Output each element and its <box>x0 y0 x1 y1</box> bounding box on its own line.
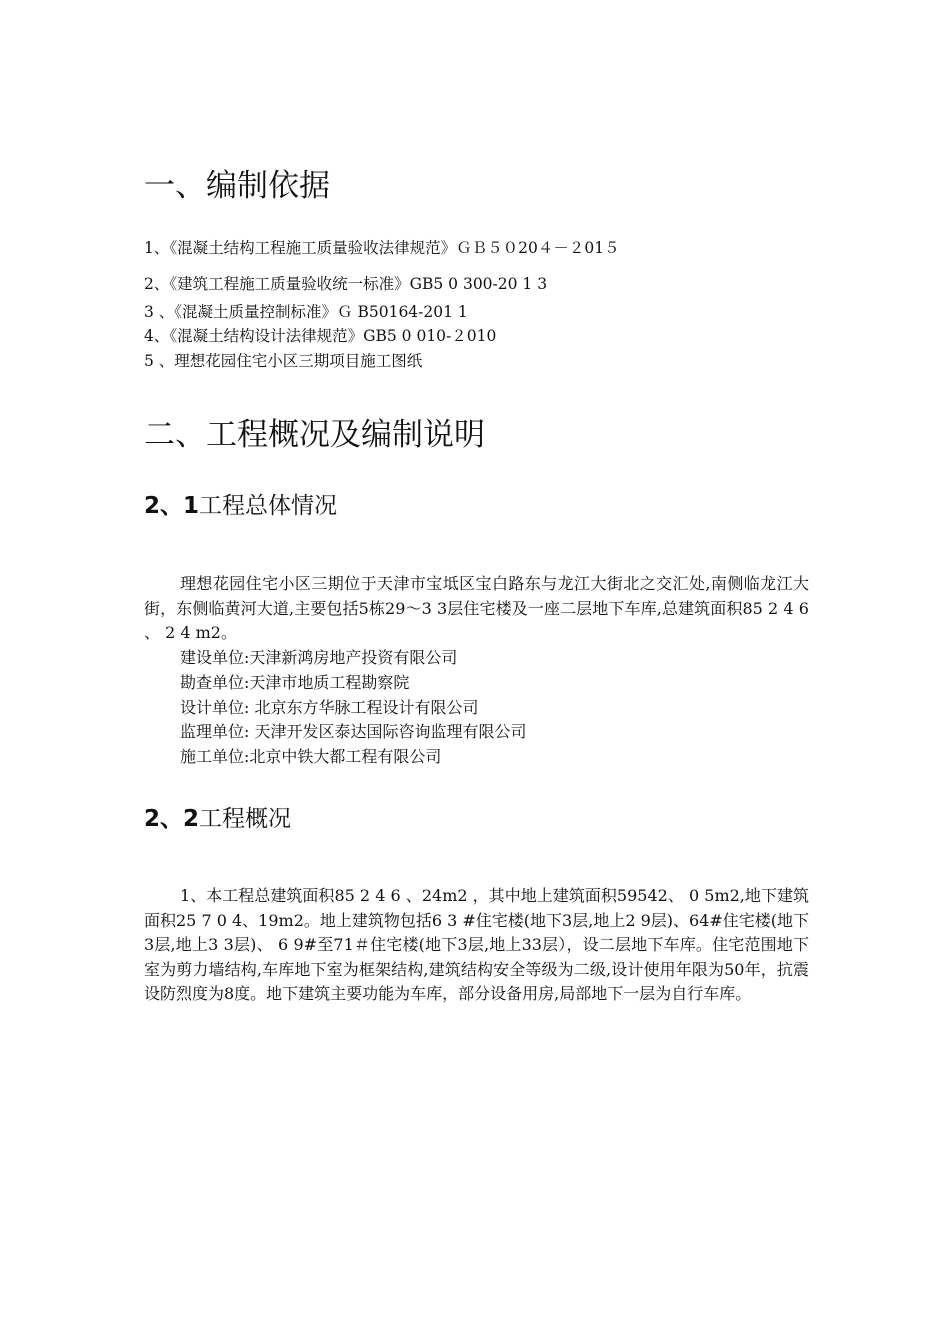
subsection-2-1-number: 2、1 <box>144 493 200 519</box>
section-1-heading: 一、编制依据 <box>144 168 330 204</box>
subsection-2-2-heading <box>144 800 291 833</box>
section-2-heading: 二、工程概况及编制说明 <box>144 417 485 453</box>
survey-unit-line: 勘查单位:天津市地质工程勘察院 <box>180 673 410 692</box>
construction-unit-line: 建设单位:天津新鸿房地产投资有限公司 <box>180 648 458 667</box>
project-details-paragraph: 1、本工程总建筑面积85 2 4 6 、24m2 ，其中地上建筑面积59542、 0 5m2,地下建筑面积25 7 0 4、19m2。地上建筑物包括6 3 #住宅楼(地下3层,地上2 9层)、64#住宅楼(地下3层,地上3 3层)、 6 9#至71＃住宅楼(地下3层,地上33层），设二层地下车库。住宅范围地下室为剪力墙结构,车库地下室为框架结构,建筑结构安全等级为二级,设计使用年限为50年，抗震设防烈度为8度。地下建筑主要功能为车库，部分设备用房,局部地下一层为自行车库。 <box>144 886 810 1003</box>
reference-item-5: 5 、理想花园住宅小区三期项目施工图纸 <box>144 352 423 370</box>
supervision-unit-line: 监理单位: 天津开发区泰达国际咨询监理有限公司 <box>180 722 527 741</box>
reference-item-4: 4、《混凝土结构设计法律规范》GB5 0 010-２010 <box>144 327 497 345</box>
subsection-2-2-number: 2、2 <box>144 806 200 832</box>
reference-item-3: 3 、《混凝土质量控制标准》Ｇ B50164-201 1 <box>144 303 468 321</box>
subsection-2-1-title: 工程总体情况 <box>199 493 338 519</box>
subsection-2-2-title: 工程概况 <box>199 806 292 832</box>
subsection-2-1-heading <box>144 487 337 520</box>
contractor-unit-line: 施工单位:北京中铁大都工程有限公司 <box>180 747 442 766</box>
project-overview-paragraph: 理想花园住宅小区三期位于天津市宝坻区宝白路东与龙江大街北之交汇处,南侧临龙江大街，东侧临黄河大道,主要包括5栋29～3 3层住宅楼及一座二层地下车库,总建筑面积85 2 4 6 、 2 4 m2。 <box>144 574 809 642</box>
design-unit-line: 设计单位: 北京东方华脉工程设计有限公司 <box>180 698 479 717</box>
reference-item-2: 2、《建筑工程施工质量验收统一标准》GB5 0 300-20 1 3 <box>144 275 548 293</box>
reference-item-1: 1、《混凝土结构工程施工质量验收法律规范》ＧＢ５０20４－２01５ <box>144 239 620 257</box>
